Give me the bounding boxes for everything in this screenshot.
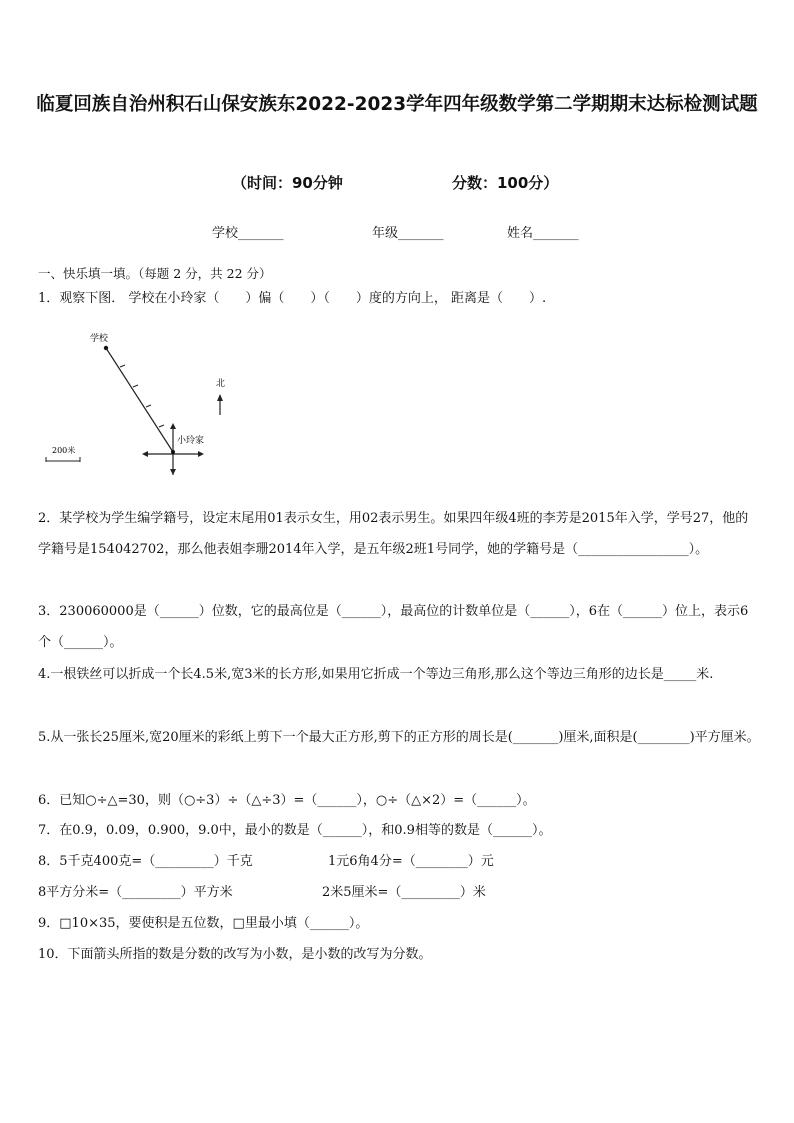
direction-diagram bbox=[40, 325, 240, 475]
north-label: 北 bbox=[216, 379, 226, 389]
question-7: 7．在0.9，0.09，0.900，9.0中，最小的数是（______），和0.9相等的数是（______）。 bbox=[38, 823, 552, 838]
student-info bbox=[0, 222, 794, 242]
exam-meta bbox=[0, 170, 794, 194]
question-8a1: 8．5千克400克=（_________）千克 bbox=[38, 854, 253, 869]
question-8b2: 2米5厘米=（_________）米 bbox=[322, 885, 486, 900]
section-heading: 一、快乐填一填。（每题 2 分，共 22 分） bbox=[38, 266, 272, 281]
school-label: 学校 bbox=[90, 334, 109, 344]
home-point bbox=[171, 450, 175, 454]
name-field: 姓名_______ bbox=[507, 226, 579, 241]
question-10: 10．下面箭头所指的数是分数的改写为小数，是小数的改写为分数。 bbox=[38, 947, 432, 962]
question-2: 2．某学校为学生编学籍号，设定末尾用01表示女生，用02表示男生。如果四年级4班的李芳是2015年入学，学号27，他的学籍号是154042702，那么他表姐李珊2014年入学，是五年级2班1号同学，她的学籍号是（_________________）。 bbox=[38, 511, 749, 557]
question-6: 6．已知○÷△=30，则（○÷3）÷（△÷3）=（______），○÷（△×2）=（______）。 bbox=[38, 793, 536, 808]
question-9: 9．□10×35，要使积是五位数，□里最小填（______）。 bbox=[38, 916, 369, 931]
question-5: 5.从一张长25厘米,宽20厘米的彩纸上剪下一个最大正方形,剪下的正方形的周长是(_______)厘米,面积是(________)平方厘米。 bbox=[38, 730, 760, 745]
school-home-line bbox=[106, 348, 173, 452]
question-8a2: 1元6角4分=（________）元 bbox=[328, 854, 494, 869]
school-field: 学校_______ bbox=[212, 226, 284, 241]
question-3: 3．230060000是（______）位数，它的最高位是（______），最高位的计数单位是（______），6在（______）位上，表示6个（______）。 bbox=[38, 604, 749, 650]
exam-title: 临夏回族自治州积石山保安族东2022-2023学年四年级数学第二学期期末达标检测试题 bbox=[36, 94, 758, 115]
home-label: 小玲家 bbox=[177, 436, 205, 446]
question-8b1: 8平方分米=（_________）平方米 bbox=[38, 885, 233, 900]
exam-score: 分数：100分） bbox=[452, 174, 559, 192]
scale-label: 200米 bbox=[52, 446, 76, 455]
grade-field: 年级_______ bbox=[372, 226, 444, 241]
question-4: 4.一根铁丝可以折成一个长4.5米,宽3米的长方形,如果用它折成一个等边三角形,那么这个等边三角形的边长是_____米. bbox=[38, 667, 714, 682]
exam-time: （时间：90分钟 bbox=[232, 174, 343, 192]
question-1: 1．观察下图． 学校在小玲家（ ）偏（ ）（ ）度的方向上， 距离是（ ）. bbox=[38, 291, 547, 306]
